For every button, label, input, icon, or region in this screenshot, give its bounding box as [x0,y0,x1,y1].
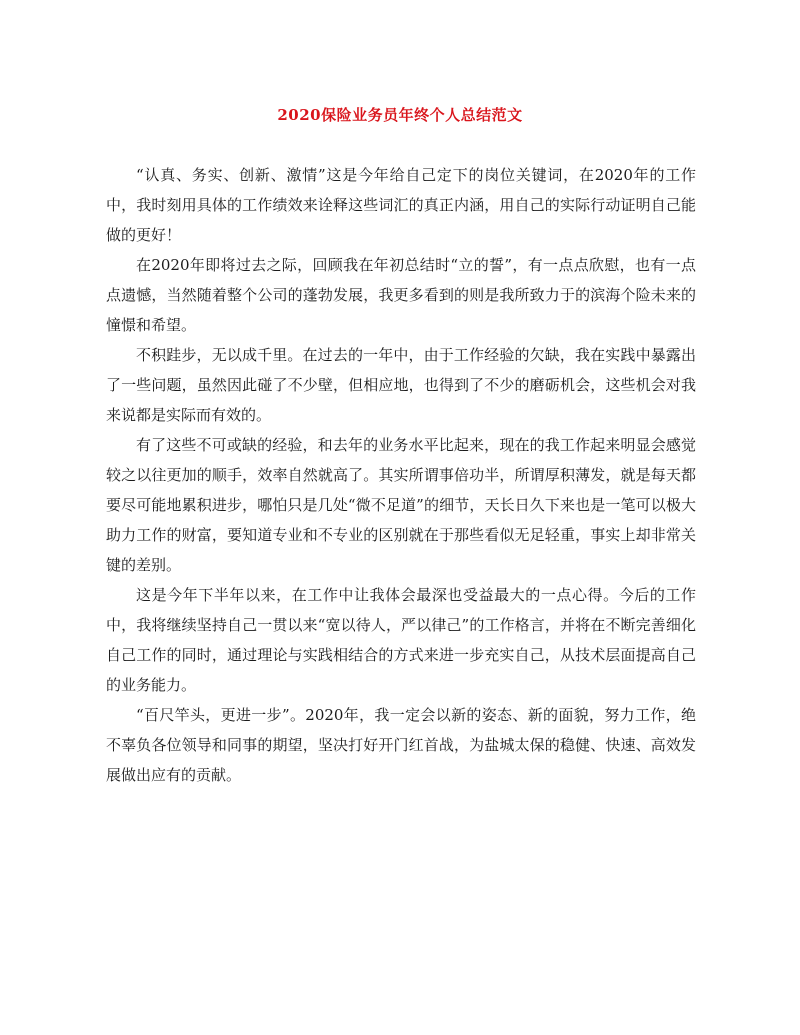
paragraph-4: 有了这些不可或缺的经验，和去年的业务水平比起来，现在的我工作起来明显会感觉较之以往更加的顺手，效率自然就高了。其实所谓事倍功半，所谓厚积薄发，就是每天都要尽可能地累积进步，哪怕只是几处“微不足道”的细节，天长日久下来也是一笔可以极大助力工作的财富，要知道专业和不专业的区别就在于那些看似无足轻重，事实上却非常关键的差别。 [106,436,696,574]
document-body [106,160,696,790]
paragraph-1: “认真、务实、创新、激情”这是今年给自己定下的岗位关键词，在2020年的工作中，我时刻用具体的工作绩效来诠释这些词汇的真正内涵，用自己的实际行动证明自己能做的更好！ [106,166,696,244]
paragraph-6: “百尺竿头，更进一步”。2020年，我一定会以新的姿态、新的面貌，努力工作，绝不辜负各位领导和同事的期望，坚决打好开门红首战，为盐城太保的稳健、快速、高效发展做出应有的贡献。 [106,706,696,784]
paragraph-5: 这是今年下半年以来，在工作中让我体会最深也受益最大的一点心得。今后的工作中，我将继续坚持自己一贯以来“宽以待人，严以律己”的工作格言，并将在不断完善细化自己工作的同时，通过理论与实践相结合的方式来进一步充实自己，从技术层面提高自己的业务能力。 [106,586,696,694]
document-title: 2020保险业务员年终个人总结范文 [277,106,523,124]
paragraph-2: 在2020年即将过去之际，回顾我在年初总结时“立的誓”，有一点点欣慰，也有一点点遗憾，当然随着整个公司的蓬勃发展，我更多看到的则是我所致力于的滨海个险未来的憧憬和希望。 [106,256,696,334]
paragraph-3: 不积跬步，无以成千里。在过去的一年中，由于工作经验的欠缺，我在实践中暴露出了一些问题，虽然因此碰了不少壁，但相应地，也得到了不少的磨砺机会，这些机会对我来说都是实际而有效的。 [106,346,696,424]
